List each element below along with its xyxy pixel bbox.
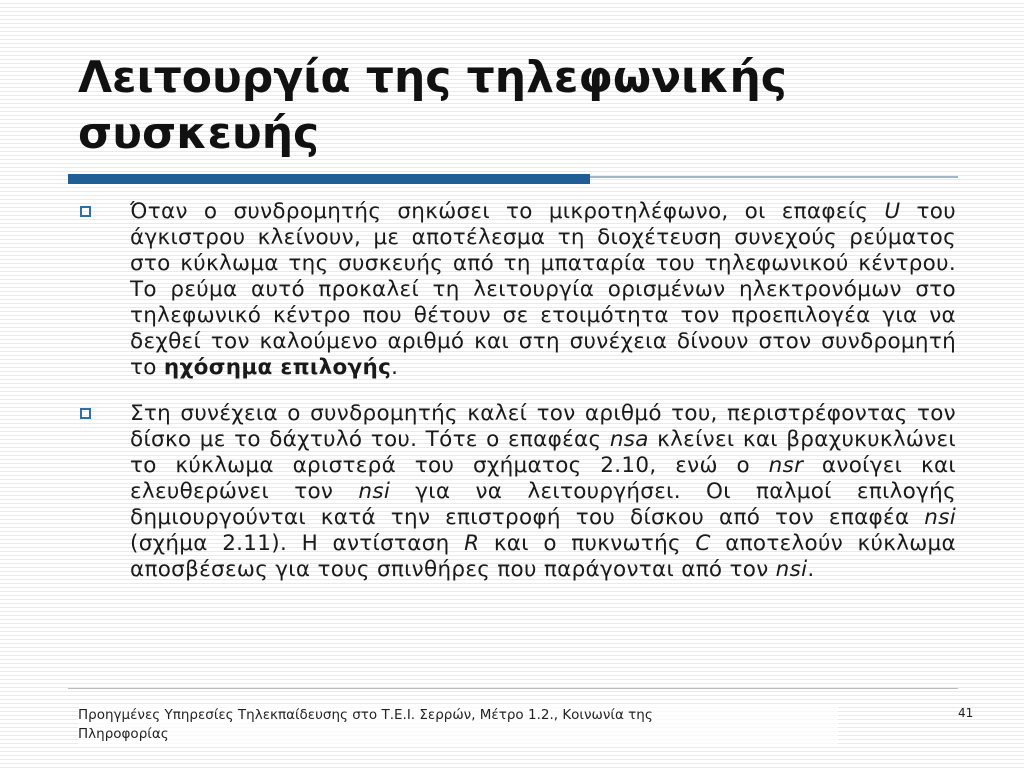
page-number: 41: [958, 706, 974, 720]
bullet-item-2: [76, 401, 956, 583]
slide-title-line2: συσκευής: [78, 108, 320, 159]
footer-divider: [68, 688, 958, 689]
slide-title: [78, 50, 978, 162]
slide-title-line1: Λειτουργία της τηλεφωνικής: [78, 52, 787, 103]
hollow-square-icon: [80, 408, 91, 419]
title-underline-thin: [590, 176, 958, 178]
emphasis-dial-tone: ηχόσημα επιλογής: [163, 355, 392, 380]
footer-text-line1: Προηγμένες Υπηρεσίες Τηλεκπαίδευσης στο Τ.Ε.Ι. Σερρών, Μέτρο 1.2., Κοινωνία της: [78, 707, 653, 723]
bullet-item-1: [76, 199, 956, 381]
footer-text-line2: Πληροφορίας: [78, 726, 169, 742]
bullet-text-2: Στη συνέχεια ο συνδρομητής καλεί τον αριθμό του, περιστρέφοντας τον δίσκο με το δάχτυλό του. Τότε ο επαφέας nsa κλείνει και βραχυκυκλώνει το κύκλωμα αριστερά του σχήματος 2.10, ενώ ο nsr ανοίγει και ελευθερώνει τον nsi για να λειτουργήσει. Οι παλμοί επιλογής δημιουργούνται κατά την επιστροφή του δίσκου από τον επαφέα nsi (σχήμα 2.11). Η αντίσταση R και ο πυκνωτής C αποτελούν κύκλωμα αποσβέσεως για τους σπινθήρες που παράγονται από τον nsi.: [130, 401, 957, 582]
hollow-square-icon: [80, 206, 91, 217]
footer-text: [78, 706, 838, 744]
bullet-text-1: Όταν ο συνδρομητής σηκώσει το μικροτηλέφωνο, οι επαφείς U του άγκιστρου κλείνουν, με αποτέλεσμα τη διοχέτευση συνεχούς ρεύματος στο κύκλωμα της συσκευής από τη μπαταρία του τηλεφωνικού κέντρου. Το ρεύμα αυτό προκαλεί τη λειτουργία ορισμένων ηλεκτρονόμων στο τηλεφωνικό κέντρο που θέτουν σε ετοιμότητα τον προεπιλογέα για να δεχθεί τον καλούμενο αριθμό και στη συνέχεια δίνουν στον συνδρομητή το ηχόσημα επιλογής.: [130, 199, 956, 380]
title-underline-thick: [68, 174, 590, 184]
slide-body: [76, 199, 956, 603]
